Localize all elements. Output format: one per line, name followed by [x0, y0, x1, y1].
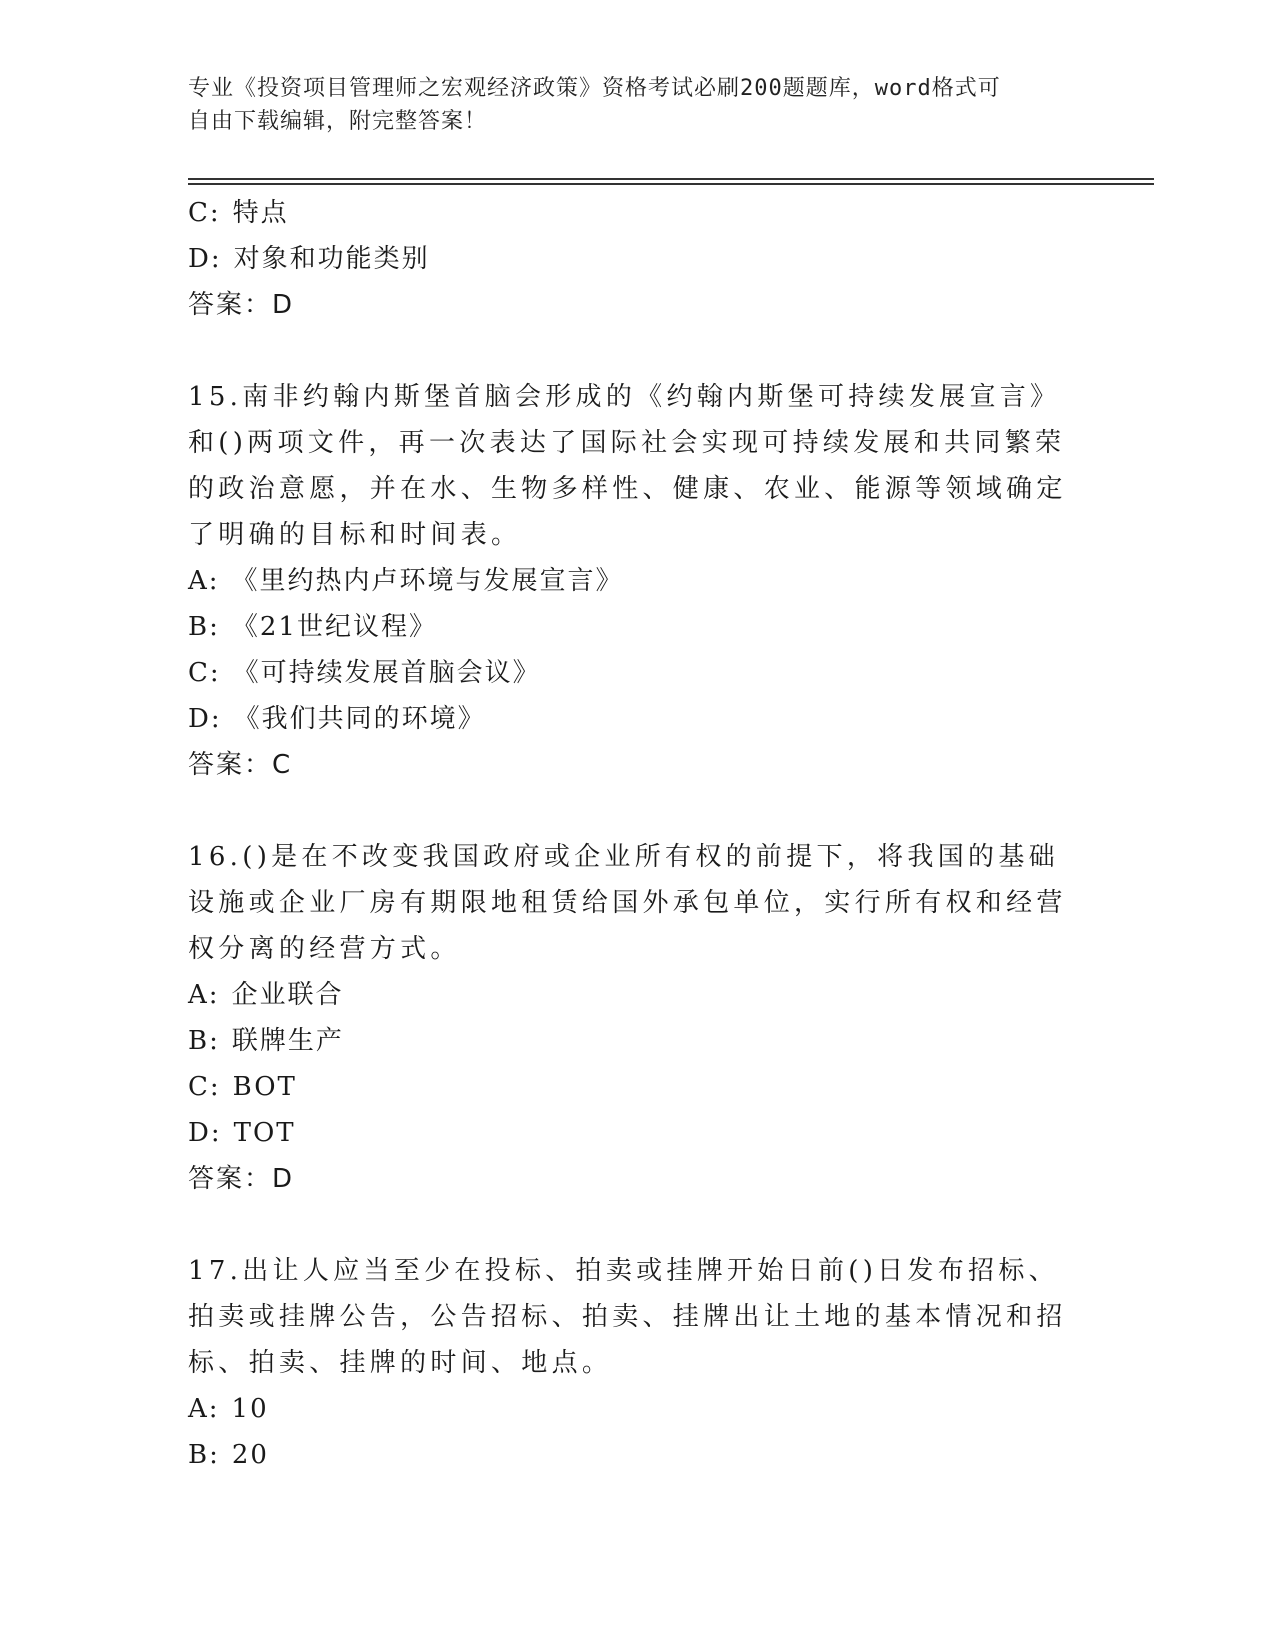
- option-label: D:: [188, 244, 222, 274]
- option-text: 《21世纪议程》: [231, 612, 437, 642]
- option-label: B:: [188, 1026, 220, 1056]
- header-line-2: 自由下载编辑，附完整答案！: [188, 109, 488, 134]
- option-label: B:: [188, 1440, 220, 1470]
- option-text: 联牌生产: [231, 1026, 344, 1056]
- option-text: 20: [231, 1440, 269, 1470]
- option-text: 企业联合: [231, 980, 344, 1010]
- question-stem: 17.出让人应当至少在投标、拍卖或挂牌开始日前()日发布招标、拍卖或挂牌公告，公告招标、拍卖、挂牌出让土地的基本情况和招标、拍卖、挂牌的时间、地点。: [188, 1256, 1067, 1378]
- option-text: TOT: [233, 1118, 296, 1148]
- spacer: [188, 1202, 1088, 1248]
- option-text: 对象和功能类别: [233, 244, 430, 274]
- option-label: A:: [188, 566, 220, 596]
- option-d: [188, 696, 1088, 742]
- option-a: [188, 972, 1088, 1018]
- option-c: [188, 650, 1088, 696]
- option-text: 《里约热内卢环境与发展宣言》: [231, 566, 624, 596]
- option-text: BOT: [232, 1072, 297, 1102]
- option-d: [188, 236, 1088, 282]
- question-stem: 15.南非约翰内斯堡首脑会形成的《约翰内斯堡可持续发展宣言》和()两项文件，再一次表达了国际社会实现可持续发展和共同繁荣的政治意愿，并在水、生物多样性、健康、农业、能源等领域确定了明确的目标和时间表。: [188, 382, 1067, 550]
- header-line-1: 专业《投资项目管理师之宏观经济政策》资格考试必刷200题题库，word格式可: [188, 76, 1001, 101]
- option-text: 10: [231, 1394, 269, 1424]
- answer-line: 答案：D: [188, 1164, 295, 1194]
- option-text: 《我们共同的环境》: [233, 704, 486, 734]
- option-label: C:: [188, 658, 221, 688]
- question-list: [188, 190, 1088, 1478]
- answer-line: 答案：C: [188, 750, 293, 780]
- option-b: [188, 1432, 1088, 1478]
- option-d: [188, 1110, 1088, 1156]
- header-divider-secondary: [188, 183, 1154, 185]
- question-16: [188, 834, 1088, 1202]
- page-header: [188, 72, 1068, 138]
- option-b: [188, 604, 1088, 650]
- answer-line: 答案：D: [188, 290, 295, 320]
- option-label: D:: [188, 704, 222, 734]
- option-label: C:: [188, 198, 221, 228]
- option-text: 特点: [232, 198, 289, 228]
- option-a: [188, 558, 1088, 604]
- option-label: B:: [188, 612, 220, 642]
- question-stem: 16.()是在不改变我国政府或企业所有权的前提下，将我国的基础设施或企业厂房有期限地租赁给国外承包单位，实行所有权和经营权分离的经营方式。: [188, 842, 1067, 964]
- prev-question-block: [188, 190, 1088, 328]
- option-label: A:: [188, 1394, 220, 1424]
- option-b: [188, 1018, 1088, 1064]
- option-label: C:: [188, 1072, 221, 1102]
- option-c: [188, 190, 1088, 236]
- option-c: [188, 1064, 1088, 1110]
- question-15: [188, 374, 1088, 788]
- spacer: [188, 788, 1088, 834]
- option-a: [188, 1386, 1088, 1432]
- option-label: D:: [188, 1118, 222, 1148]
- spacer: [188, 328, 1088, 374]
- option-label: A:: [188, 980, 220, 1010]
- header-divider: [188, 178, 1154, 180]
- question-17: [188, 1248, 1088, 1478]
- option-text: 《可持续发展首脑会议》: [232, 658, 541, 688]
